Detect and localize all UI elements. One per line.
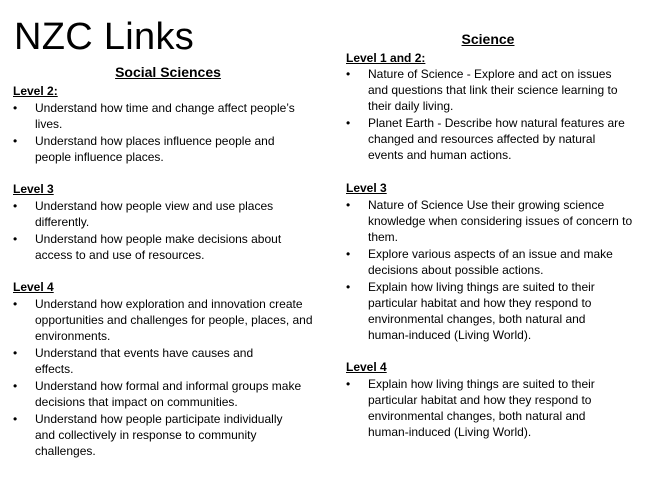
list-item: • Understand how places influence people and people influence places. (13, 133, 295, 165)
list-item: • Nature of Science - Explore and act on issues and questions that link their science learning to their daily living. (346, 66, 628, 114)
page-title: NZC Links (14, 16, 195, 58)
ss-level-2-list (13, 100, 295, 166)
sci-level-1-2-label: Level 1 and 2: (346, 51, 426, 65)
list-item: • Understand that events have causes and effects. (13, 345, 313, 377)
science-heading: Science (461, 31, 515, 47)
list-item: • Understand how people make decisions about access to and use of resources. (13, 231, 295, 263)
list-item: • Understand how people view and use places differently. (13, 198, 295, 230)
sci-level-4-label: Level 4 (346, 360, 387, 374)
ss-level-4-list (13, 296, 313, 460)
list-item: • Nature of Science Use their growing science knowledge when considering issues of concern to them. (346, 197, 636, 245)
sci-level-1-2-list (346, 66, 628, 164)
sci-level-4-list (346, 376, 636, 441)
list-item: • Explore various aspects of an issue and make decisions about possible actions. (346, 246, 636, 278)
sci-level-3-label: Level 3 (346, 181, 387, 195)
sci-level-3-list (346, 197, 636, 344)
ss-level-4-label: Level 4 (13, 280, 54, 294)
list-item: • Explain how living things are suited to their particular habitat and how they respond to environmental changes, both natural and human-induced (Living World). (346, 376, 636, 440)
list-item: • Planet Earth - Describe how natural features are changed and resources affected by natural events and human actions. (346, 115, 628, 163)
ss-level-2-label: Level 2: (13, 84, 58, 98)
ss-level-3-list (13, 198, 295, 264)
list-item: • Understand how time and change affect people’s lives. (13, 100, 295, 132)
list-item: • Understand how people participate individually and collectively in response to community challenges. (13, 411, 313, 459)
social-sciences-heading: Social Sciences (115, 64, 221, 80)
list-item: • Explain how living things are suited to their particular habitat and how they respond to environmental changes, both natural and human-induced (Living World). (346, 279, 636, 343)
list-item: • Understand how exploration and innovation create opportunities and challenges for people, places, and environments. (13, 296, 313, 344)
list-item: • Understand how formal and informal groups make decisions that impact on communities. (13, 378, 313, 410)
ss-level-3-label: Level 3 (13, 182, 54, 196)
